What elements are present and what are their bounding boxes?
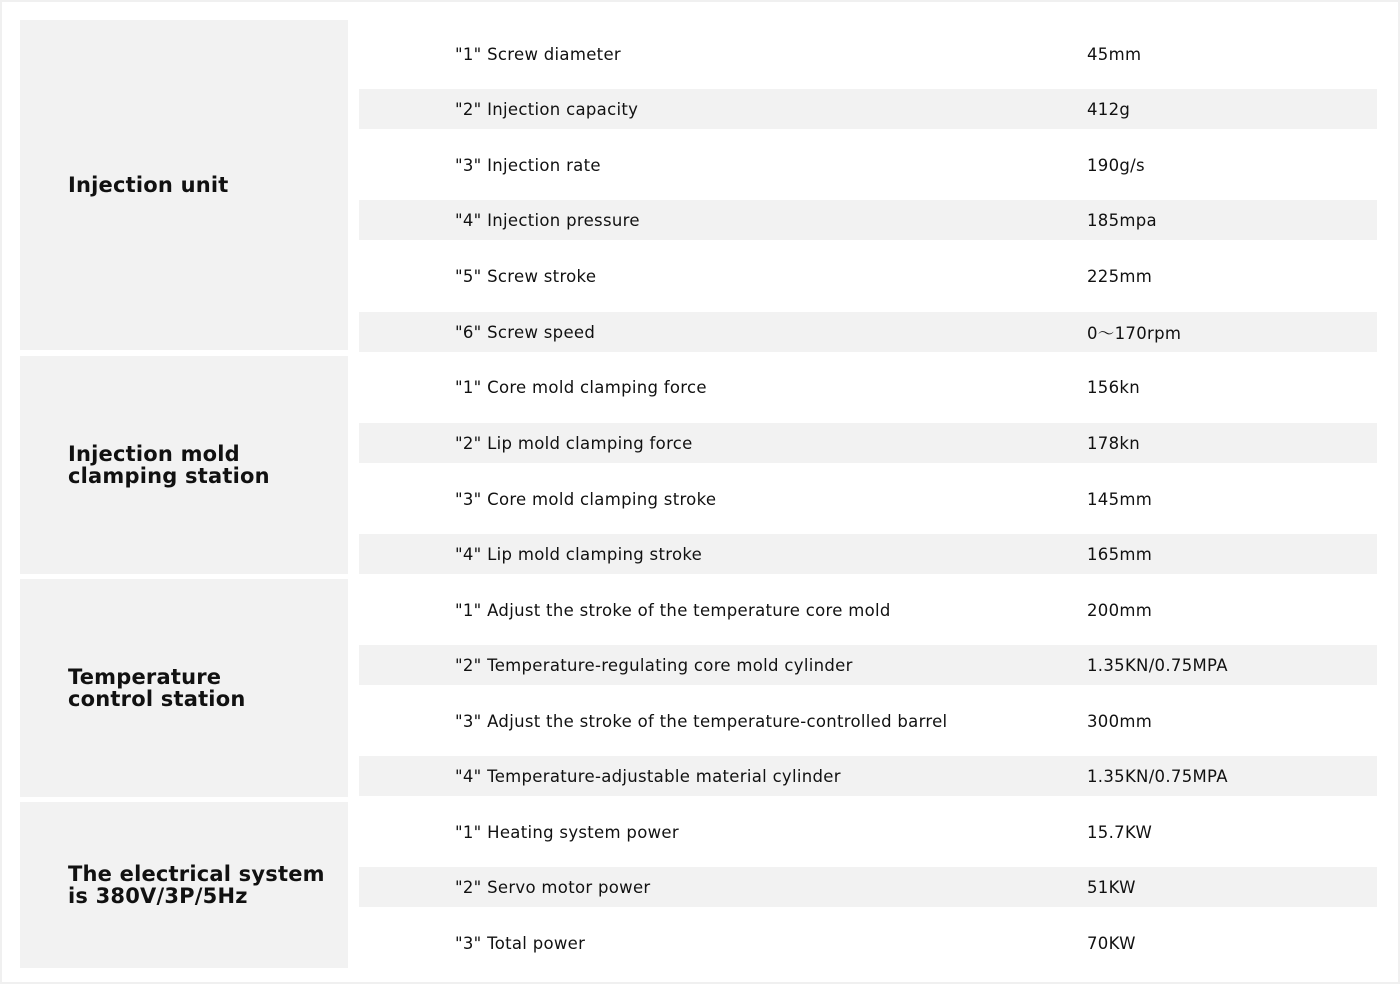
param-value: 200mm xyxy=(1087,600,1153,620)
table-row xyxy=(359,534,1377,574)
param-name: "2" Lip mold clamping force xyxy=(455,433,693,453)
table-row xyxy=(359,89,1377,129)
param-value: 190g/s xyxy=(1087,155,1145,175)
param-name: "3" Total power xyxy=(455,933,586,953)
param-value: 51KW xyxy=(1087,877,1136,897)
table-row xyxy=(359,701,1377,741)
section-label-injection-mold-clamping: Injection mold clamping station xyxy=(20,356,348,574)
table-row xyxy=(359,479,1377,519)
param-value: 145mm xyxy=(1087,489,1153,509)
table-row xyxy=(359,423,1377,463)
param-name: "4" Injection pressure xyxy=(455,210,640,230)
table-row xyxy=(359,145,1377,185)
param-name: "3" Injection rate xyxy=(455,155,601,175)
param-value: 45mm xyxy=(1087,44,1142,64)
param-value: 300mm xyxy=(1087,711,1153,731)
table-row xyxy=(359,34,1377,74)
param-value: 70KW xyxy=(1087,933,1136,953)
param-name: "3" Adjust the stroke of the temperature-controlled barrel xyxy=(455,711,948,731)
param-value: 15.7KW xyxy=(1087,822,1153,842)
param-name: "1" Adjust the stroke of the temperature core mold xyxy=(455,600,891,620)
param-name: "1" Core mold clamping force xyxy=(455,377,707,397)
table-row xyxy=(359,367,1377,407)
param-name: "2" Servo motor power xyxy=(455,877,651,897)
table-row xyxy=(359,590,1377,630)
param-name: "4" Temperature-adjustable material cylinder xyxy=(455,766,841,786)
table-row xyxy=(359,200,1377,240)
param-value: 1.35KN/0.75MPA xyxy=(1087,655,1228,675)
param-name: "2" Injection capacity xyxy=(455,99,639,119)
table-row xyxy=(359,256,1377,296)
param-name: "1" Heating system power xyxy=(455,822,679,842)
param-name: "1" Screw diameter xyxy=(455,44,621,64)
table-row xyxy=(359,756,1377,796)
param-value: 1.35KN/0.75MPA xyxy=(1087,766,1228,786)
param-value: 185mpa xyxy=(1087,210,1157,230)
table-row xyxy=(359,867,1377,907)
param-value: 178kn xyxy=(1087,433,1141,453)
param-value: 0〜170rpm xyxy=(1087,324,1182,343)
table-row xyxy=(359,812,1377,852)
param-value: 412g xyxy=(1087,99,1131,119)
param-name: "2" Temperature-regulating core mold cylinder xyxy=(455,655,853,675)
section-label-electrical-system: The electrical system is 380V/3P/5Hz xyxy=(20,802,348,968)
param-name: "5" Screw stroke xyxy=(455,266,597,286)
table-row xyxy=(359,312,1377,352)
param-value: 165mm xyxy=(1087,544,1153,564)
table-row xyxy=(359,645,1377,685)
param-name: "3" Core mold clamping stroke xyxy=(455,489,717,509)
param-name: "4" Lip mold clamping stroke xyxy=(455,544,703,564)
param-value: 156kn xyxy=(1087,377,1141,397)
section-label-injection-unit: Injection unit xyxy=(20,20,348,350)
param-value: 225mm xyxy=(1087,266,1153,286)
param-name: "6" Screw speed xyxy=(455,322,596,342)
table-row xyxy=(359,923,1377,963)
section-label-temperature-control: Temperature control station xyxy=(20,579,348,797)
